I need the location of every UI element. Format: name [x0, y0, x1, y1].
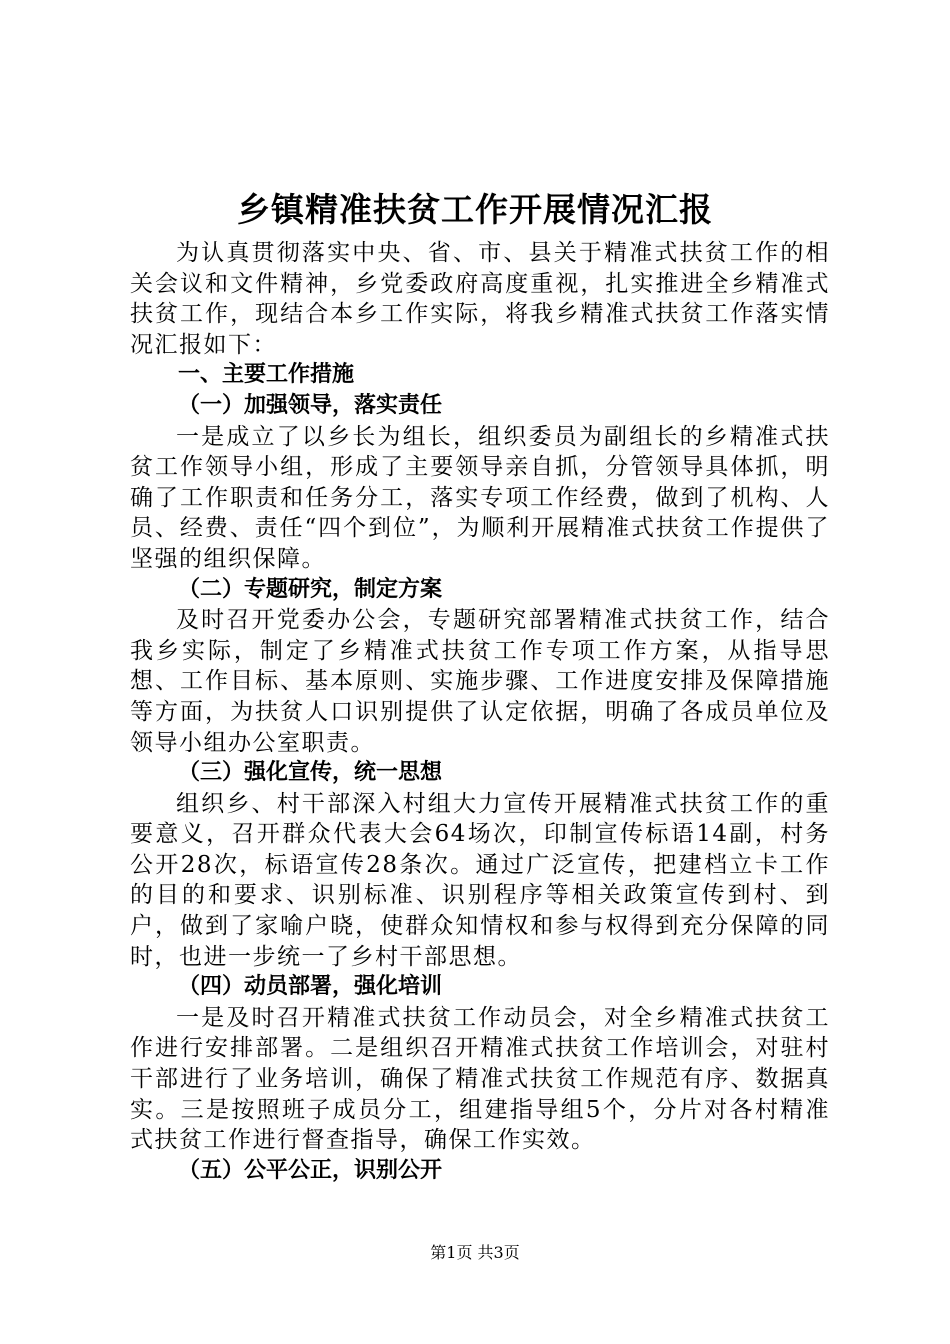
section-heading-1: 一、主要工作措施 — [178, 362, 355, 388]
subsection-heading-5: （五）公平公正，识别公开 — [178, 1157, 443, 1183]
subsection-paragraph-4: 一是及时召开精准式扶贫工作动员会，对全乡精准式扶贫工作进行安排部署。二是组织召开精准式扶贫工作培训会，对驻村干部进行了业务培训，确保了精准式扶贫工作规范有序、数据真实。三是按照班子成员分工，组建指导组5个，分片对各村精准式扶贫工作进行督查指导，确保工作实效。 — [130, 1004, 830, 1154]
document-title: 乡镇精准扶贫工作开展情况汇报 — [237, 190, 713, 229]
document-body — [130, 238, 830, 1186]
subsection-heading-1: （一）加强领导，落实责任 — [178, 392, 443, 418]
subsection-heading-4: （四）动员部署，强化培训 — [178, 974, 443, 1000]
subsection-heading-2: （二）专题研究，制定方案 — [178, 576, 443, 602]
subsection-heading-3: （三）强化宣传，统一思想 — [178, 760, 443, 786]
intro-paragraph: 为认真贯彻落实中央、省、市、县关于精准式扶贫工作的相关会议和文件精神，乡党委政府高度重视，扎实推进全乡精准式扶贫工作，现结合本乡工作实际，将我乡精准式扶贫工作落实情况汇报如下： — [130, 240, 830, 358]
subsection-paragraph-3: 组织乡、村干部深入村组大力宣传开展精准式扶贫工作的重要意义，召开群众代表大会64场次，印制宣传标语14副，村务公开28次，标语宣传28条次。通过广泛宣传，把建档立卡工作的目的和要求、识别标准、识别程序等相关政策宣传到村、到户，做到了家喻户晓，使群众知情权和参与权得到充分保障的同时，也进一步统一了乡村干部思想。 — [130, 790, 830, 970]
subsection-paragraph-1: 一是成立了以乡长为组长，组织委员为副组长的乡精准式扶贫工作领导小组，形成了主要领导亲自抓，分管领导具体抓，明确了工作职责和任务分工，落实专项工作经费，做到了机构、人员、经费、责任“四个到位”，为顺利开展精准式扶贫工作提供了坚强的组织保障。 — [130, 423, 830, 572]
page-footer: 第1页 共3页 — [430, 1243, 520, 1262]
subsection-paragraph-2: 及时召开党委办公会，专题研究部署精准式扶贫工作，结合我乡实际，制定了乡精准式扶贫工作专项工作方案，从指导思想、工作目标、基本原则、实施步骤、工作进度安排及保障措施等方面，为扶贫人口识别提供了认定依据，明确了各成员单位及领导小组办公室职责。 — [130, 607, 830, 756]
